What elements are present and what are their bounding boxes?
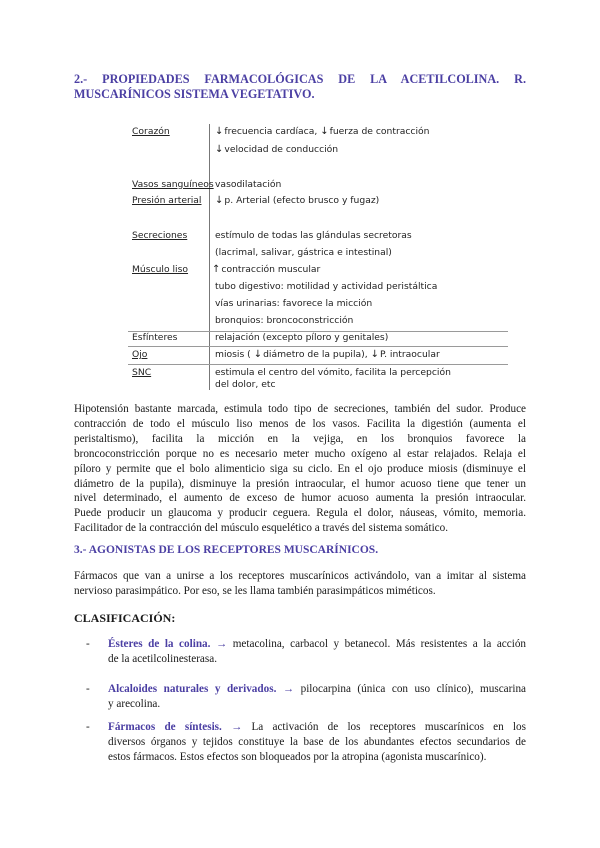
- list-item-body: [108, 720, 526, 765]
- text-line: contracción de todo el músculo liso menos de los vasos. Facilita la digestión (aumenta el: [74, 417, 526, 430]
- table-value: ↓velocidad de conducción: [215, 144, 339, 155]
- list-dash: -: [86, 638, 90, 650]
- arrow-down-icon: ↓: [253, 349, 263, 360]
- text-line: [108, 720, 526, 735]
- table-label: Corazón: [132, 126, 170, 137]
- text-line: [108, 682, 526, 697]
- section-2-heading: [74, 72, 526, 102]
- paragraph-effects: [74, 402, 526, 536]
- arrow-right-icon: →: [231, 721, 243, 733]
- arrow-down-icon: ↓: [370, 349, 379, 360]
- text-fragment: pilocarpina (única con uso clínico), muscarina: [300, 683, 527, 695]
- table-value: vías urinarias: favorece la micción: [215, 298, 373, 309]
- table-row: [128, 144, 508, 160]
- table-value: (lacrimal, salivar, gástrica e intestinal): [215, 247, 392, 258]
- table-label: Ojo: [132, 349, 148, 360]
- arrow-down-icon: ↓: [215, 195, 224, 206]
- arrow-up-icon: ↑: [212, 264, 221, 275]
- text-line: píloro y permite que el bolo alimenticio siga su ciclo. En el ojo produce miosis (disminuye el: [74, 462, 526, 475]
- text-line: nivel determinado, el aumento de exceso de humor acuoso aumenta la presión intraocular.: [74, 492, 526, 505]
- text-line: Facilitador de la contracción del músculo esquelético a través del sistema somático.: [74, 522, 449, 535]
- text-line: estos fármacos. Estos efectos son bloqueados por la atropina (agonista muscarínico).: [108, 750, 487, 763]
- table-value: bronquios: broncoconstricción: [215, 315, 354, 326]
- section-3-heading: 3.- AGONISTAS DE LOS RECEPTORES MUSCARÍNICOS.: [74, 544, 379, 556]
- section-2-heading-line-2: MUSCARÍNICOS SISTEMA VEGETATIVO.: [74, 87, 315, 101]
- section-2-heading-line-1: 2.- PROPIEDADES FARMACOLÓGICAS DE LA ACETILCOLINA. R.: [74, 72, 526, 86]
- list-term: Alcaloides naturales y derivados.: [108, 683, 277, 695]
- table-row: [128, 281, 508, 297]
- table-row: [128, 230, 508, 246]
- text-line: peristaltismo), facilita la micción en la vejiga, en los bronquios favorece la: [74, 432, 526, 445]
- table-label: Músculo liso: [132, 264, 189, 275]
- text-fragment: metacolina, carbacol y betanecol. Más resistentes a la acción: [232, 638, 527, 650]
- table-value: ↓p. Arterial (efecto brusco y fugaz): [215, 195, 380, 206]
- table-row: [128, 349, 508, 365]
- table-label: Secreciones: [132, 230, 188, 241]
- text-line: y arecolina.: [108, 697, 161, 710]
- table-value: tubo digestivo: motilidad y actividad peristáltica: [215, 281, 438, 292]
- table-row: [128, 126, 508, 142]
- table-row: [128, 195, 508, 211]
- list-dash: -: [86, 683, 90, 695]
- table-row: [128, 298, 508, 314]
- arrow-down-icon: ↓: [215, 144, 224, 155]
- arrow-down-icon: ↓: [215, 126, 224, 137]
- list-term: Ésteres de la colina.: [108, 638, 211, 650]
- text-line: Hipotensión bastante marcada, estimula todo tipo de secreciones, también del sudor. Produce: [74, 403, 526, 415]
- text-line: broncoconstricción porque no es necesario meter mucho oxígeno al estar relajados. Relaja el: [74, 447, 526, 460]
- text-fragment: La activación de los receptores muscarínicos en los: [251, 721, 526, 733]
- table-value: ↑contracción muscular: [212, 264, 321, 275]
- table-value: estimula el centro del vómito, facilita la percepción: [215, 367, 451, 378]
- table-row: [128, 247, 508, 263]
- arrow-right-icon: →: [282, 683, 295, 695]
- table-value: ↓frecuencia cardíaca, ↓fuerza de contracción: [215, 126, 430, 137]
- text-line: diámetro de la pupila), disminuye la presión intraocular, el humor acuoso tiene que tener un: [74, 477, 526, 490]
- list-term: Fármacos de síntesis.: [108, 721, 222, 733]
- text-line: diversos órganos y tejidos constituye la base de los abundantes efectos secundarios de: [108, 735, 526, 748]
- text-line: [108, 637, 526, 652]
- table-label: Presión arterial: [132, 195, 202, 206]
- table-row: [128, 264, 508, 280]
- table-row: [128, 332, 508, 348]
- text-line: nervioso parasimpático. Por eso, se les llama también parasimpáticos miméticos.: [74, 584, 436, 597]
- table-label: Esfínteres: [132, 332, 178, 343]
- list-dash: -: [86, 721, 90, 733]
- arrow-down-icon: ↓: [320, 126, 329, 137]
- table-label: SNC: [132, 367, 152, 378]
- table-row: [128, 179, 508, 195]
- table-value: relajación (excepto píloro y genitales): [215, 332, 389, 343]
- table-value: del dolor, etc: [215, 379, 276, 390]
- text-line: de la acetilcolinesterasa.: [108, 652, 218, 665]
- table-value: vasodilatación: [215, 179, 282, 190]
- text-line: Fármacos que van a unirse a los receptores muscarínicos activándolo, van a imitar al sistema: [74, 570, 526, 582]
- list-item-body: [108, 682, 526, 712]
- table-row: [128, 315, 508, 331]
- table-label: Vasos sanguíneos: [132, 179, 214, 190]
- paragraph-agonists: [74, 569, 526, 599]
- classification-heading: CLASIFICACIÓN:: [74, 611, 176, 625]
- table-value: miosis ( ↓diámetro de la pupila), ↓P. intraocular: [215, 349, 440, 360]
- arrow-right-icon: →: [215, 638, 228, 650]
- list-item-body: [108, 637, 526, 667]
- text-line: Puede producir un glaucoma y producir ceguera. Regula el dolor, náuseas, vómito, memoria.: [74, 507, 526, 520]
- table-row: [128, 379, 508, 395]
- table-value: estímulo de todas las glándulas secretoras: [215, 230, 412, 241]
